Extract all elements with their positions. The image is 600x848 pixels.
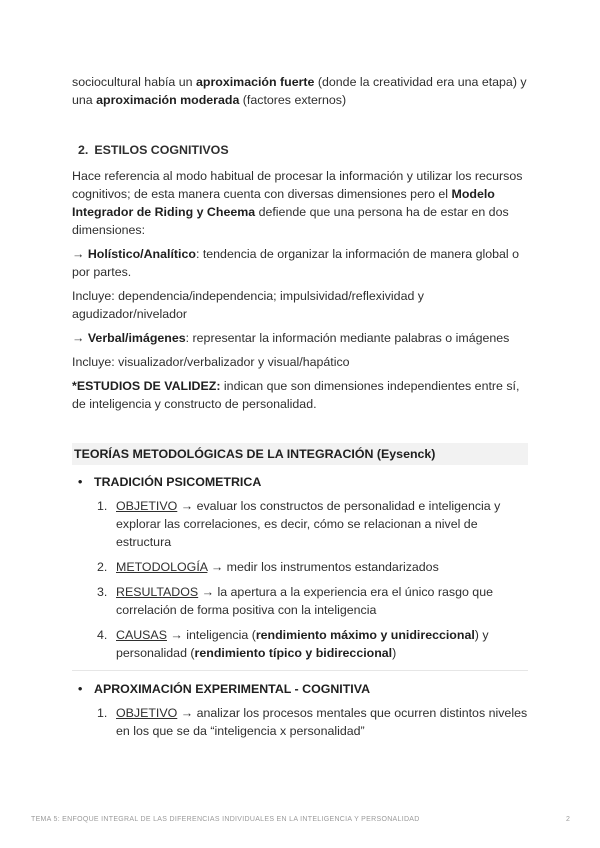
arrow-icon: → [180,706,194,720]
intro-text-2: (donde la creatividad era una etapa) y una [72,75,527,107]
dimension-2-includes: Incluye: visualizador/verbalizador y visual/hapático [72,355,350,369]
item-text: analizar los procesos mentales que ocurren distintos niveles en los que se da “inteligencia x personalidad” [116,706,528,738]
item-key: METODOLOGÍA [116,560,208,574]
bullet-title: TRADICIÓN PSICOMETRICA [94,475,262,489]
model-name: Modelo Integrador de Riding y Cheema [72,187,495,219]
item-number: 2. [97,560,108,574]
list-item [72,558,528,576]
intro-text-3: (factores externos) [239,93,347,107]
section-number: 2. [78,143,89,157]
item-text: inteligencia ( [182,628,256,642]
arrow-icon: → [180,499,194,513]
section-heading-teorias: TEORÍAS METODOLÓGICAS DE LA INTEGRACIÓN (Eysenck) [72,443,528,465]
validez-label: *ESTUDIOS DE VALIDEZ: [72,379,221,393]
item-text: ) y personalidad ( [116,628,489,660]
bullet-title: APROXIMACIÓN EXPERIMENTAL - COGNITIVA [94,682,371,696]
item-text: evaluar los constructos de personalidad e inteligencia y explorar las correlaciones, es decir, cómo se relacionan a nivel de estructura [116,499,501,549]
arrow-icon: → [201,585,215,599]
item-key: OBJETIVO [116,706,178,720]
bullet-aproximacion [72,680,528,698]
list-item [72,704,528,740]
item-key: OBJETIVO [116,499,178,513]
item-key: CAUSAS [116,628,167,642]
item-text: medir los instrumentos estandarizados [223,560,439,574]
item-number: 1. [97,706,108,720]
divider [72,670,528,671]
item-number: 3. [97,585,108,599]
dimension-holistico [72,245,528,281]
page-number: 2 [566,816,570,823]
bullet-tradicion [72,473,528,491]
item-number: 1. [97,499,108,513]
intro-paragraph [72,73,528,109]
item-number: 4. [97,628,108,642]
validez-text: indican que son dimensiones independientes entre sí, de inteligencia y constructo de personalidad. [72,379,520,411]
list-item [72,626,528,662]
intro-bold-1: aproximación fuerte [196,75,315,89]
intro-bold-2: aproximación moderada [96,93,240,107]
dimension-verbal [72,329,528,347]
arrow-icon: → [72,247,85,261]
item-text: la apertura a la experiencia era el único rasgo que correlación de forma positiva con la inteligencia [116,585,493,617]
document-body [72,73,528,747]
bullet-dot: • [78,475,83,489]
item-bold: rendimiento típico y bidireccional [194,646,393,660]
arrow-icon: → [170,628,183,642]
item-key: RESULTADOS [116,585,199,599]
section-title: ESTILOS COGNITIVOS [94,143,229,157]
intro-text-1: sociocultural había un [72,75,196,89]
list-item [72,497,528,551]
tradicion-list [72,497,528,662]
validez-paragraph [72,377,528,413]
bullet-dot: • [78,682,83,696]
dimension-2-text: : representar la información mediante palabras o imágenes [185,331,510,345]
list-item [72,583,528,619]
dimension-1-name: Holístico/Analítico [87,247,196,261]
arrow-icon: → [72,331,85,345]
dimension-1-text: : tendencia de organizar la información de manera global o por partes. [72,247,519,279]
arrow-icon: → [210,560,224,574]
aproximacion-list [72,704,528,740]
dimension-2-name: Verbal/imágenes [87,331,186,345]
item-text: ) [392,646,397,660]
page-footer: TEMA 5: ENFOQUE INTEGRAL DE LAS DIFERENCIAS INDIVIDUALES EN LA INTELIGENCIA Y PERSONALIDAD [31,816,420,823]
dimension-1-includes: Incluye: dependencia/independencia; impulsividad/reflexividad y agudizador/nivelador [72,289,424,321]
definition-text-1: Hace referencia al modo habitual de procesar la información y utilizar los recursos cognitivos; de esta manera cuenta con diversas dimensiones pero el [72,169,523,201]
estilos-definition [72,167,528,239]
section-heading-estilos [72,141,528,159]
item-bold: rendimiento máximo y unidireccional [255,628,475,642]
definition-text-2: defiende que una persona ha de estar en dos dimensiones: [72,205,509,237]
